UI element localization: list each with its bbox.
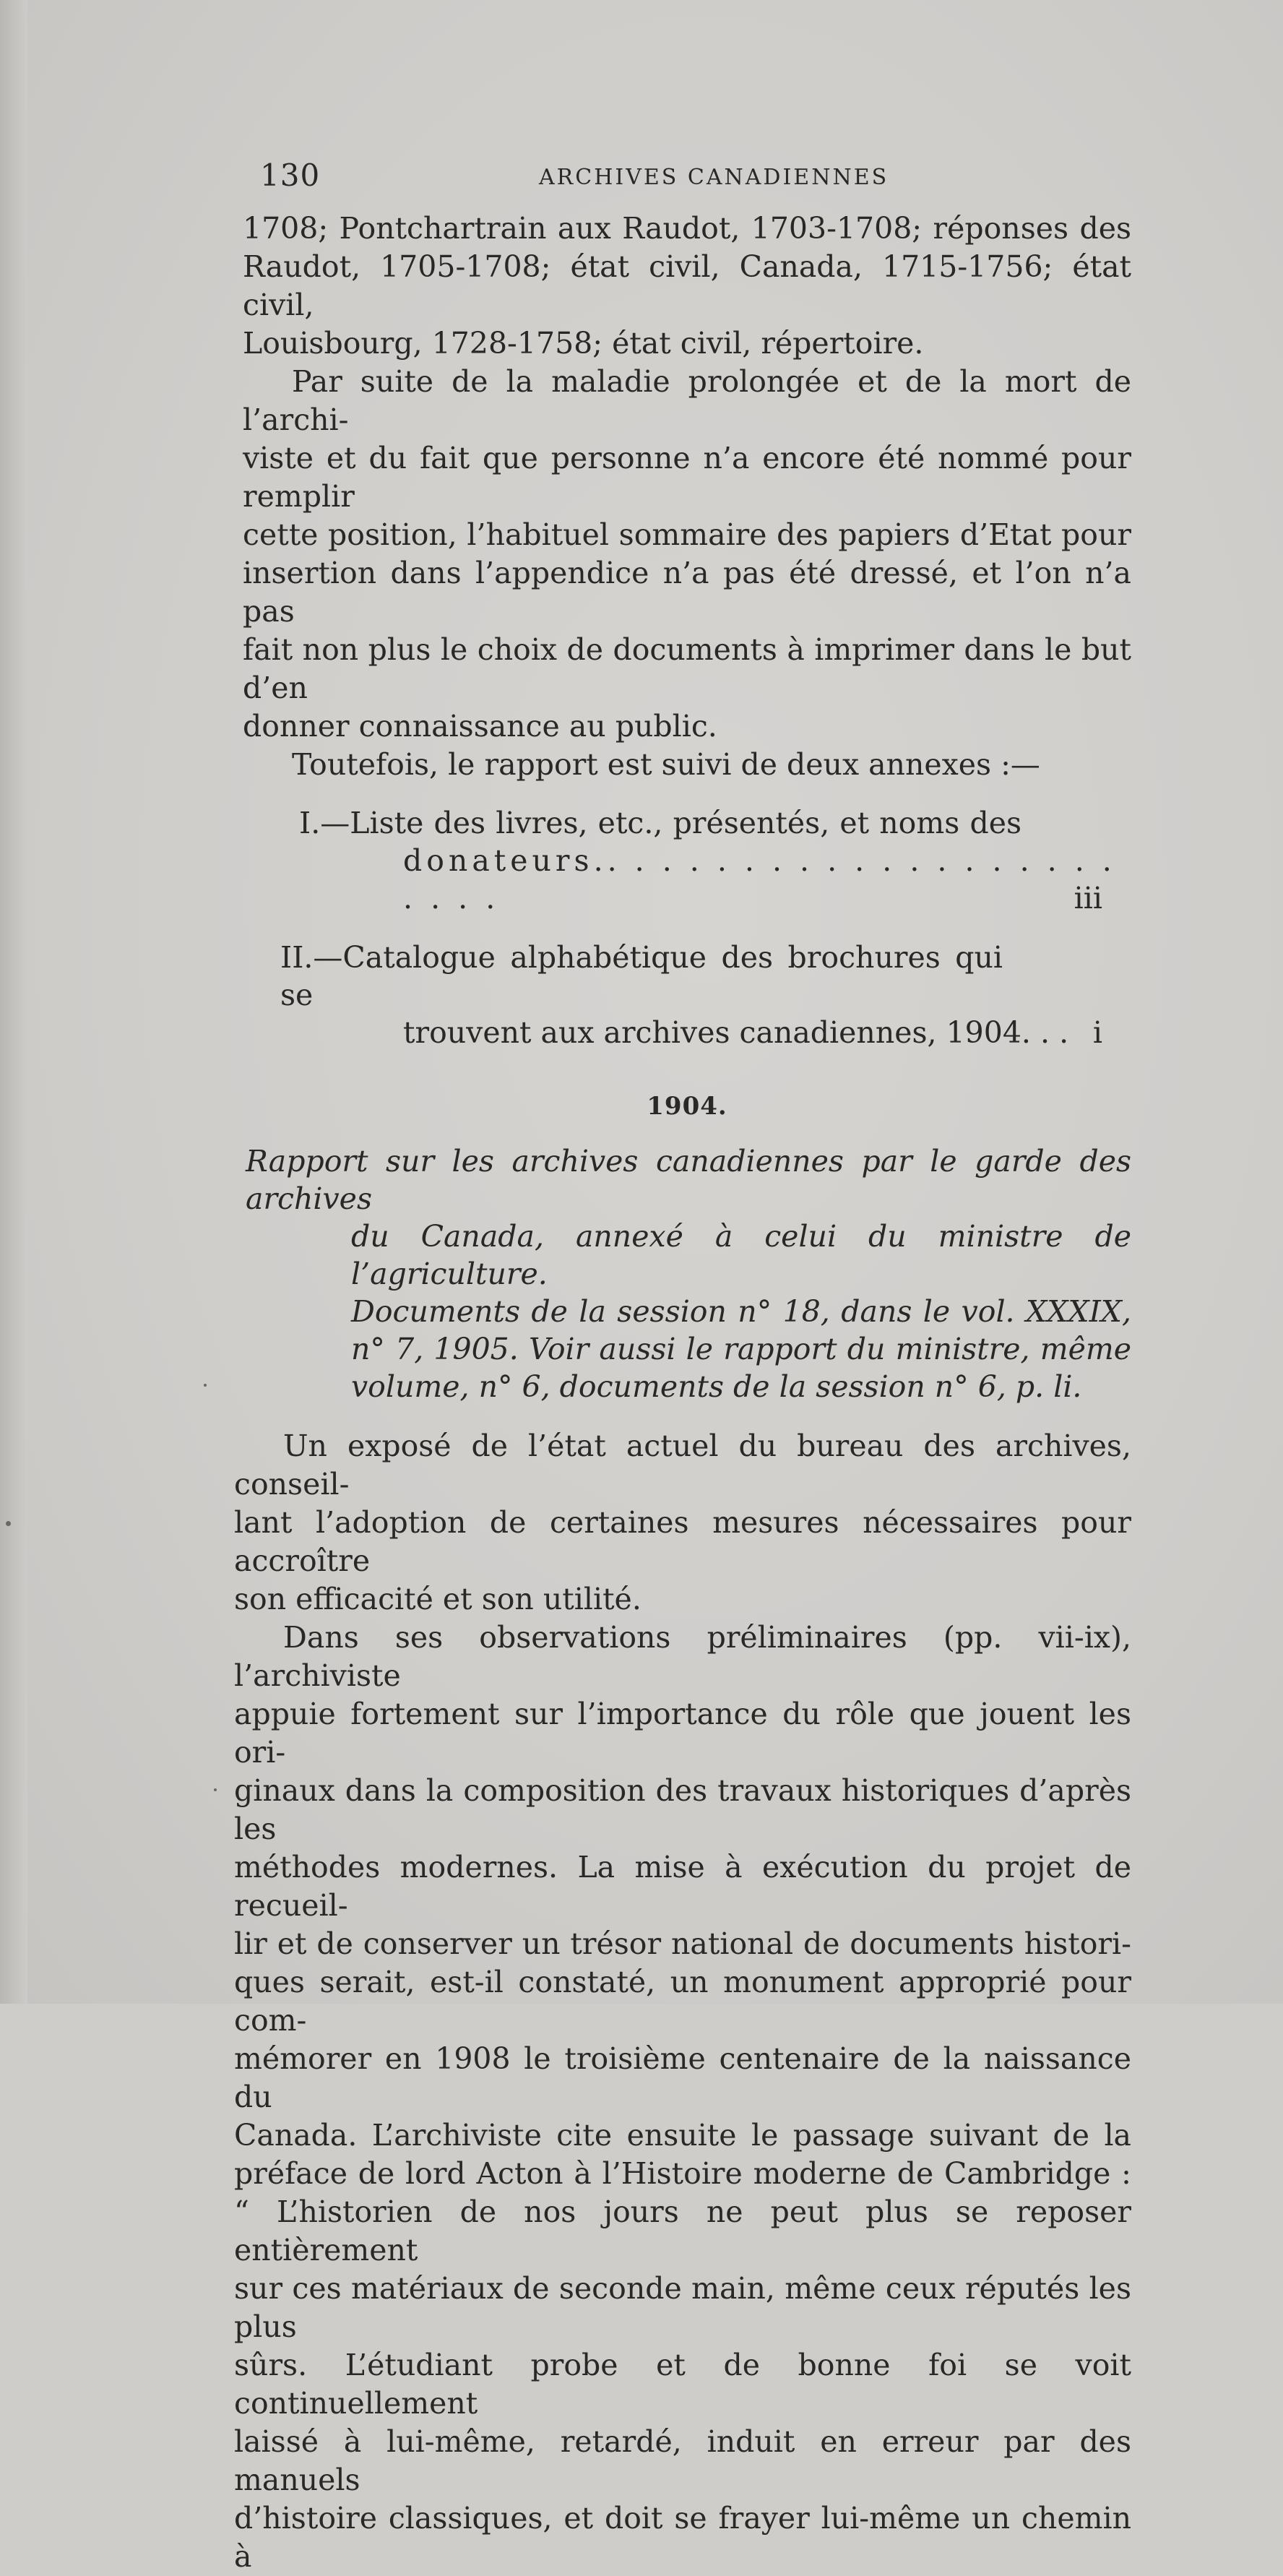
text-line: ginaux dans la composition des travaux historiques d’après les [234, 1773, 1131, 1846]
text-line: Raudot, 1705-1708; état civil, Canada, 1715-1756; état civil, [243, 249, 1131, 322]
citation-line: du Canada, annexé à celui du ministre de l’agriculture. [351, 1219, 1131, 1291]
text-line: donner connaissance au public. [243, 709, 717, 744]
page-number: 130 [260, 158, 321, 193]
annex-page: i [1092, 1015, 1102, 1050]
page-gutter [0, 0, 27, 2004]
annex-title-cont: trouvent aux archives canadiennes, 1904. . . [403, 1015, 1069, 1050]
year-heading: 1904. [647, 1092, 727, 1121]
text-line: sur ces matériaux de seconde main, même ceux réputés les plus [234, 2271, 1131, 2344]
annex-item [243, 804, 1131, 917]
body-text [234, 1427, 1131, 2576]
paper-speck [6, 1521, 11, 1526]
text-line: 1708; Pontchartrain aux Raudot, 1703-1708; réponses des [243, 211, 1131, 246]
text-line: Un exposé de l’état actuel du bureau des archives, conseil- [234, 1429, 1131, 1502]
paragraph-5 [234, 1619, 1131, 2576]
annex-item [243, 939, 1131, 1051]
text-line: mémorer en 1908 le troisième centenaire de la naissance du [234, 2041, 1131, 2114]
paragraph-1 [243, 210, 1131, 363]
paragraph-2 [243, 363, 1131, 746]
text-line: viste et du fait que personne n’a encore été nommé pour remplir [243, 441, 1131, 514]
text-line: ques serait, est-il constaté, un monument approprié pour com- [234, 1965, 1131, 2038]
text-line: son efficacité et son utilité. [234, 1582, 642, 1616]
citation-line: Rapport sur les archives canadiennes par le garde des archives [246, 1144, 1131, 1216]
text-line: d’histoire classiques, et doit se frayer lui-même un chemin à [234, 2501, 1131, 2574]
text-line: fait non plus le choix de documents à imprimer dans le but d’en [243, 632, 1131, 705]
text-line: appuie fortement sur l’importance du rôle que jouent les ori- [234, 1697, 1131, 1770]
text-line: “ L’historien de nos jours ne peut plus se reposer entièrement [234, 2194, 1131, 2267]
text-line: Dans ses observations préliminaires (pp. vii-ix), l’archiviste [234, 1620, 1131, 1693]
text-line: laissé à lui-même, retardé, induit en erreur par des manuels [234, 2424, 1131, 2497]
citation-line: volume, n° 6, documents de la session n° 6, p. li. [351, 1369, 1082, 1404]
text-line: Par suite de la maladie prolongée et de la mort de l’archi- [243, 364, 1131, 437]
annex-title: II.—Catalogue alphabétique des brochures qui se [280, 940, 1003, 1012]
text-line: préface de lord Acton à l’Histoire moderne de Cambridge : [234, 2156, 1131, 2191]
annex-list [243, 804, 1131, 1051]
text-block [234, 145, 1131, 2576]
text-line: méthodes modernes. La mise à exécution du projet de recueil- [234, 1850, 1131, 1923]
annex-title: I.—Liste des livres, etc., présentés, et noms des [299, 806, 1021, 840]
running-title: ARCHIVES CANADIENNES [539, 165, 889, 190]
text-line: Canada. L’archiviste cite ensuite le passage suivant de la [234, 2118, 1131, 2153]
text-line: Louisbourg, 1728-1758; état civil, répertoire. [243, 326, 924, 361]
citation-line: Documents de la session n° 18, dans le vol. XXXIX, [351, 1294, 1131, 1329]
annex-page: iii [1074, 881, 1102, 916]
text-line: lant l’adoption de certaines mesures nécessaires pour accroître [234, 1505, 1131, 1578]
text-line: lir et de conserver un trésor national de documents histori- [234, 1926, 1131, 1961]
annex-title-cont: donateurs.. . . . . . . . . . . . . . . . . . . . . . . [403, 843, 1116, 916]
paper-speck [204, 1384, 207, 1387]
text-line: cette position, l’habituel sommaire des papiers d’Etat pour [243, 517, 1131, 552]
paragraph-3: Toutefois, le rapport est suivi de deux annexes :— [292, 747, 1040, 782]
paragraph-4 [234, 1427, 1131, 1619]
citation-line: n° 7, 1905. Voir aussi le rapport du ministre, même [351, 1332, 1131, 1366]
paper-speck [214, 1788, 217, 1791]
page-header [243, 145, 1131, 202]
report-citation [246, 1142, 1131, 1405]
text-line: sûrs. L’étudiant probe et de bonne foi se voit continuellement [234, 2348, 1131, 2421]
text-line: insertion dans l’appendice n’a pas été dressé, et l’on n’a pas [243, 556, 1131, 629]
